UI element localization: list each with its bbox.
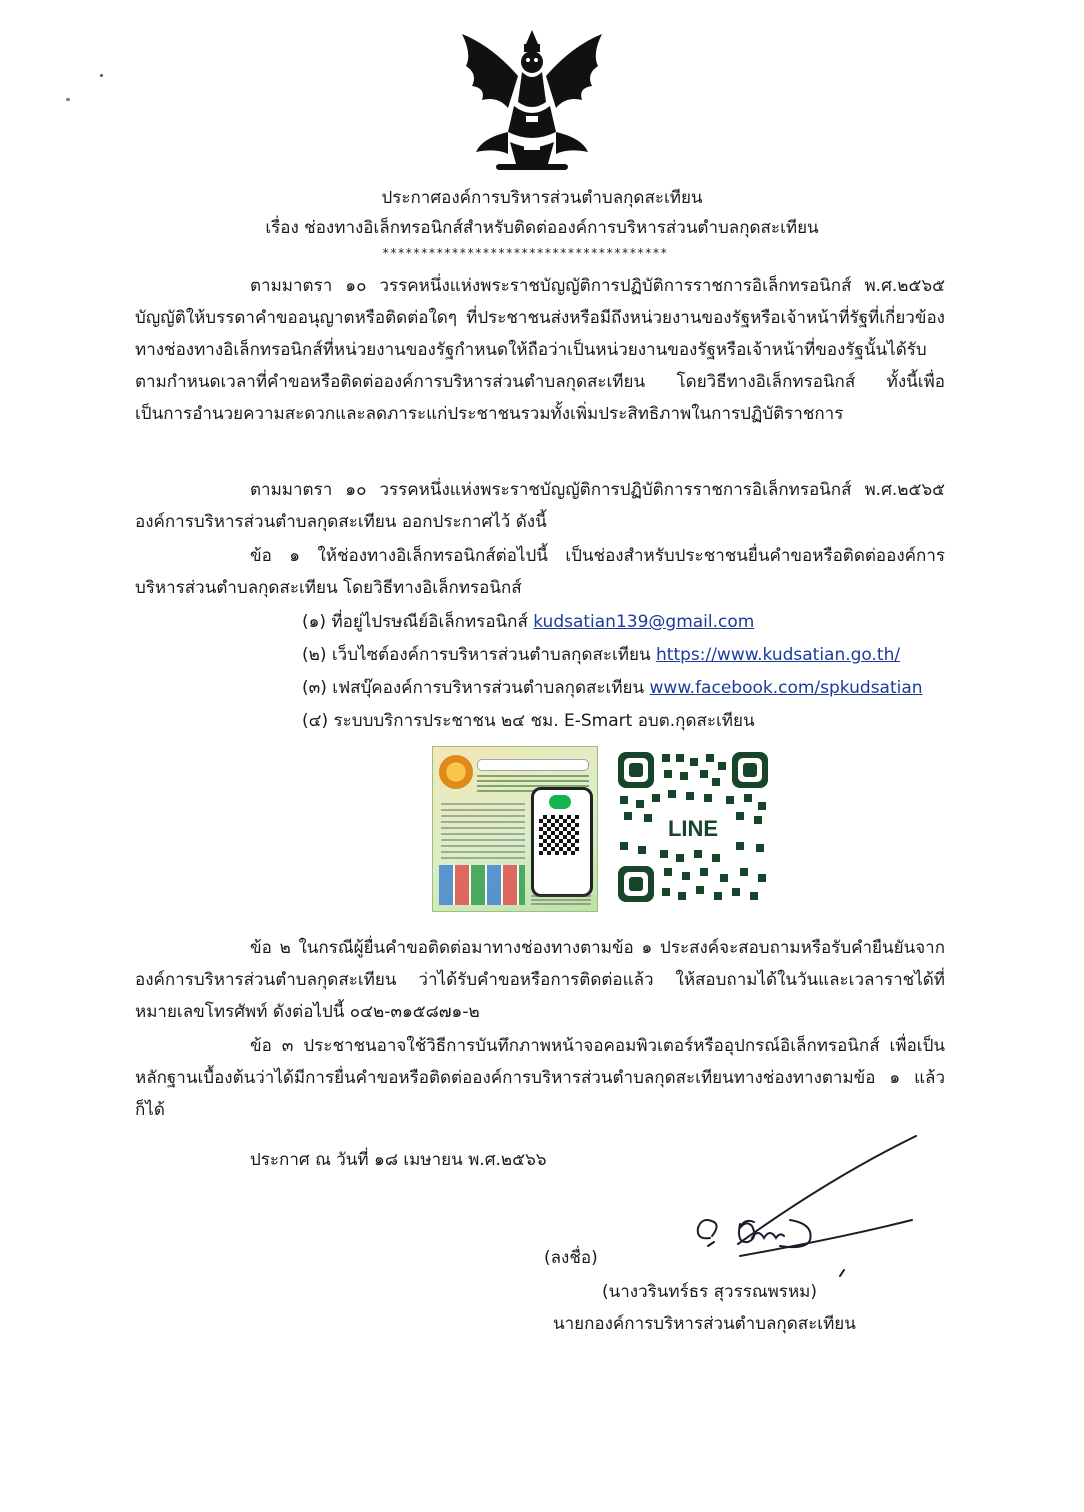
announcement-heading: ประกาศองค์การบริหารส่วนตำบลกุดสะเทียน	[381, 188, 703, 208]
announcement-date: ประกาศ ณ วันที่ ๑๘ เมษายน พ.ศ.๒๕๖๖	[250, 1150, 547, 1170]
garuda-emblem-icon	[452, 26, 612, 178]
paragraph-clause-3-text: ข้อ ๓ ประชาชนอาจใช้วิธีการบันทึกภาพหน้าจอคอมพิวเตอร์หรืออุปกรณ์อิเล็กทรอนิกส์ เพื่อเป็นหลักฐานเบื้องต้นว่าได้มีการยื่นคำขอหรือติดต่อองค์การบริหารส่วนตำบลกุดสะเทียนทางช่องทางตามข้อ ๑ แล้วก็ได้	[135, 1036, 945, 1120]
channel-item-esmart: (๔) ระบบบริการประชาชน ๒๔ ชม. E-Smart อบต.กุดสะเทียน	[302, 711, 755, 731]
esmart-poster-image	[432, 746, 598, 912]
obt-logo-icon	[439, 755, 473, 789]
poster-service-tiles	[439, 865, 525, 905]
poster-footer-text	[531, 895, 591, 905]
scan-speck	[66, 98, 70, 101]
handwritten-signature	[680, 1128, 930, 1288]
paragraph-announce-text: ตามมาตรา ๑๐ วรรคหนึ่งแห่งพระราชบัญญัติการปฏิบัติการราชการอิเล็กทรอนิกส์ พ.ศ.๒๕๖๕ องค์การบริหารส่วนตำบลกุดสะเทียน ออกประกาศไว้ ดังนี้	[135, 480, 945, 532]
website-link[interactable]: https://www.kudsatian.go.th/	[656, 645, 901, 665]
line-qr-code[interactable]	[616, 750, 770, 904]
poster-info-block	[441, 803, 525, 859]
line-badge-icon	[549, 795, 571, 809]
channel-list	[302, 606, 923, 738]
scan-speck	[100, 74, 103, 77]
paragraph-clause-3	[135, 1030, 945, 1126]
poster-search-bar	[477, 759, 589, 771]
channel-item-website: (๒) เว็บไซต์องค์การบริหารส่วนตำบลกุดสะเทียน https://www.kudsatian.go.th/	[302, 645, 901, 665]
separator-line: *************************************	[382, 246, 668, 260]
signed-label: (ลงชื่อ)	[544, 1248, 598, 1268]
paragraph-intro	[135, 270, 945, 430]
paragraph-clause-1	[135, 540, 945, 604]
line-qr-label: LINE	[667, 816, 719, 841]
email-link[interactable]: kudsatian139@gmail.com	[533, 612, 755, 632]
announcement-subject: เรื่อง ช่องทางอิเล็กทรอนิกส์สำหรับติดต่อองค์การบริหารส่วนตำบลกุดสะเทียน	[265, 218, 819, 238]
poster-qr-icon	[539, 815, 579, 855]
paragraph-clause-2-text: ข้อ ๒ ในกรณีผู้ยื่นคำขอติดต่อมาทางช่องทางตามข้อ ๑ ประสงค์จะสอบถามหรือรับคำยืนยันจากองค์การบริหารส่วนตำบลกุดสะเทียน ว่าได้รับคำขอหรือการติดต่อแล้ว ให้สอบถามได้ในวันและเวลาราชได้ที่หมายเลขโทรศัพท์ ดังต่อไปนี้ ๐๔๒-๓๑๕๘๗๑-๒	[135, 938, 945, 1022]
facebook-link[interactable]: www.facebook.com/spkudsatian	[649, 678, 923, 698]
channel-item-facebook: (๓) เฟสบุ๊คองค์การบริหารส่วนตำบลกุดสะเทียน www.facebook.com/spkudsatian	[302, 678, 923, 698]
paragraph-clause-1-text: ข้อ ๑ ให้ช่องทางอิเล็กทรอนิกส์ต่อไปนี้ เป็นช่องสำหรับประชาชนยื่นคำขอหรือติดต่อองค์การบริหารส่วนตำบลกุดสะเทียน โดยวิธีทางอิเล็กทรอนิกส์	[135, 546, 945, 598]
channel-item-email: (๑) ที่อยู่ไปรษณีย์อิเล็กทรอนิกส์ kudsatian139@gmail.com	[302, 612, 755, 632]
paragraph-announce	[135, 474, 945, 538]
signer-title: นายกองค์การบริหารส่วนตำบลกุดสะเทียน	[553, 1314, 856, 1334]
signer-name: (นางวรินทร์ธร สุวรรณพรหม)	[602, 1282, 817, 1302]
paragraph-intro-text: ตามมาตรา ๑๐ วรรคหนึ่งแห่งพระราชบัญญัติการปฏิบัติการราชการอิเล็กทรอนิกส์ พ.ศ.๒๕๖๕ บัญญัติให้บรรดาคำขออนุญาตหรือติดต่อใดๆ ที่ประชาชนส่งหรือมีถึงหน่วยงานของรัฐหรือเจ้าหน้าที่รัฐที่เกี่ยวข้องทางช่องทางอิเล็กทรอนิกส์ที่หน่วยงานของรัฐกำหนดให้ถือว่าเป็นหน่วยงานของรัฐหรือเจ้าหน้าที่ของรัฐนั้นได้รับตามกำหนดเวลาที่คำขอหรือติดต่อองค์การบริหารส่วนตำบลกุดสะเทียน โดยวิธีทางอิเล็กทรอนิกส์ ทั้งนี้เพื่อเป็นการอำนวยความสะดวกและลดภาระแก่ประชาชนรวมทั้งเพิ่มประสิทธิภาพในการปฏิบัติราชการ	[135, 276, 945, 424]
paragraph-clause-2	[135, 932, 945, 1028]
